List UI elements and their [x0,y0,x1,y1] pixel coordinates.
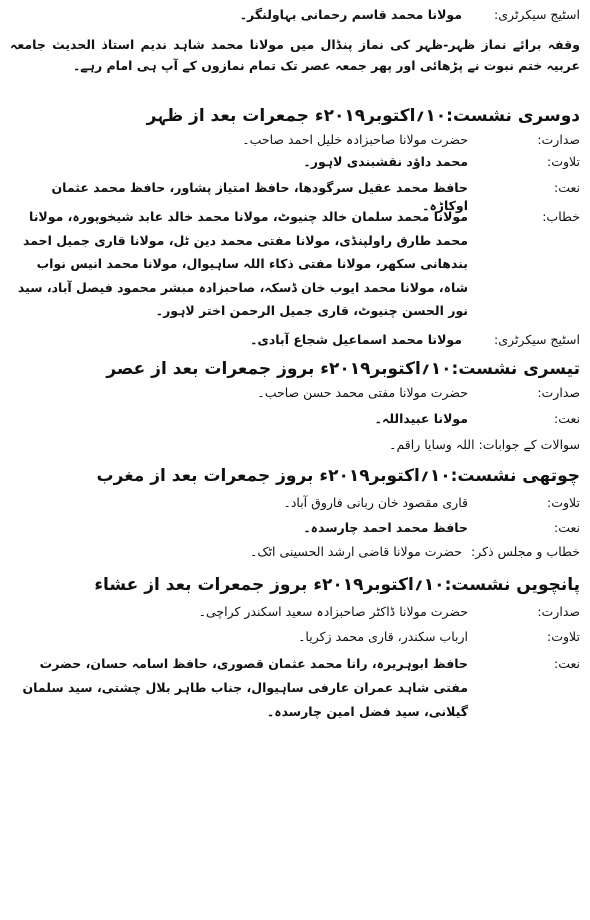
row-label: تلاوت: [547,495,580,510]
session2-row-naat [10,179,580,213]
session5-row-recitation [10,628,580,652]
prayer-break-block [10,34,580,102]
row-value: مولانا عبیداللہ۔ [374,411,468,426]
row-label: نعت: [554,520,580,535]
row-label: صدارت: [537,604,580,619]
session4-row-naat [10,519,580,543]
session5-heading-block [10,573,580,603]
session4-heading-block [10,464,580,494]
row-value: حافظ محمد احمد چارسدہ۔ [303,520,468,535]
row-value: ارباب سکندر، قاری محمد زکریا۔ [298,629,468,644]
row-value: حضرت مولانا ڈاکٹر صاحبزادہ سعید اسکندر کراچی۔ [198,604,468,619]
session2-row-presidency [10,131,580,153]
session3-heading: تیسری نشست:۱۰؍اکتوبر۲۰۱۹ء بروز جمعرات بعد از عصر [106,359,580,379]
session4-row-speech-zikr [10,543,580,571]
row-value: مولانا محمد سلمان خالد چنیوٹ، مولانا محمد خالد عابد شیخوپورہ، مولانا محمد طارق راولپنڈی، مولانا مفتی محمد دین ٹل، مولانا قاری جمیل احمد بندھانی سکھر، مولانا مفتی ذکاء اللہ ساہیوال، مولانا محمد انیس نواب شاہ، مولانا محمد ایوب خان ڈسکہ، صاحبزادہ مبشر محمود فیصل آباد، سید نور الحسن چنیوٹ، قاری جمیل الرحمن اختر لاہور۔ [17,209,468,318]
stage-secretary-row-1 [10,6,580,34]
row-label: خطاب و مجلس ذکر: [471,544,580,559]
session2-row-speech [10,205,580,331]
session5-row-presidency [10,603,580,628]
row-value: حضرت مولانا قاضی ارشد الحسینی اٹک۔ [250,544,462,559]
session3-heading-block [10,357,580,384]
row-value: قاری مقصود خان ربانی فاروق آباد۔ [283,495,468,510]
session2-heading: دوسری نشست:۱۰؍اکتوبر۲۰۱۹ء جمعرات بعد از ظہر [146,106,580,126]
row-label: تلاوت: [547,154,580,169]
row-label: تلاوت: [547,629,580,644]
row-value: محمد داؤد نقشبندی لاہور۔ [303,154,468,169]
session3-row-naat [10,410,580,436]
row-label: نعت: [554,411,580,426]
row-label: نعت: [554,180,580,195]
stage-secretary-value: مولانا محمد قاسم رحمانی بہاولنگر۔ [239,7,462,22]
row-value: حضرت مولانا صاحبزادہ خلیل احمد صاحب۔ [242,132,468,147]
session5-heading: پانچویں نشست:۱۰؍اکتوبر۲۰۱۹ء بروز جمعرات بعد از عشاء [94,575,580,595]
row-label: اسٹیج سیکرٹری: [494,332,580,347]
session3-row-presidency [10,384,580,410]
row-label: نعت: [554,656,580,671]
row-label: صدارت: [537,132,580,147]
session2-row-stage-secretary [10,331,580,355]
row-value: مولانا محمد اسماعیل شجاع آبادی۔ [250,332,462,347]
prayer-break-paragraph: وقفہ برائے نماز ظہر-ظہر کی نماز پنڈال میں مولانا محمد شاہد ندیم استاذ الحدیث جامعہ عربیہ ختم نبوت نے پڑھائی اور پھر جمعہ عصر تک تمام نمازوں کے آپ ہی امام رہے۔ [10,37,580,73]
session2-row-recitation [10,153,580,179]
session4-heading: چوتھی نشست:۱۰؍اکتوبر۲۰۱۹ء بروز جمعرات بعد از مغرب [96,466,580,486]
row-label: صدارت: [537,385,580,400]
session2-heading-block [10,104,580,131]
row-value: حافظ ابوہریرہ، رانا محمد عثمان قصوری، حافظ اسامہ حسان، حضرت مفتی شاہد عمران عارفی ساہیوال، جناب طاہر بلال چشتی، سید سلمان گیلانی، سید فضل امین چارسدہ۔ [22,656,468,719]
session4-row-recitation [10,494,580,519]
session5-row-naat [10,652,580,719]
stage-secretary-label: اسٹیج سیکرٹری: [494,7,580,22]
qa-line: سوالات کے جوابات: اللہ وسایا راقم۔ [389,437,580,452]
row-value: حافظ محمد عقیل سرگودھا، حافظ امتیاز پشاور، حافظ محمد عثمان اوکاڑہ۔ [51,180,468,213]
row-value: حضرت مولانا مفتی محمد حسن صاحب۔ [257,385,468,400]
session3-qa-row [10,436,580,462]
row-label: خطاب: [542,209,580,224]
